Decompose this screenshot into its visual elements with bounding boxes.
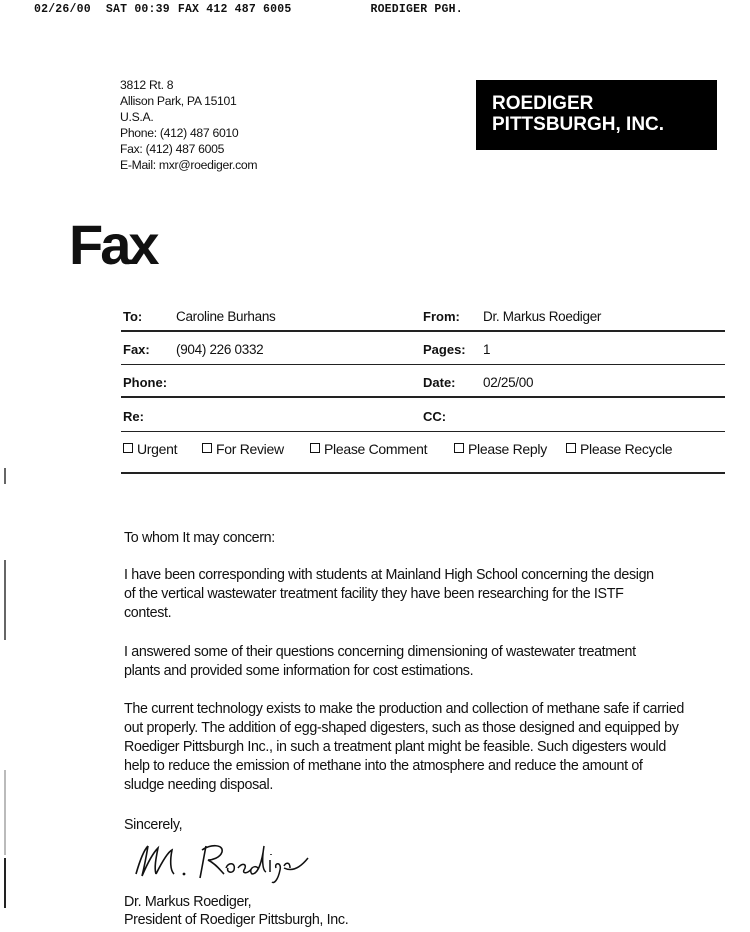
sender-tag: ROEDIGER PGH.: [370, 3, 463, 16]
pages-value: 1: [483, 342, 491, 357]
address-phone: Phone: (412) 487 6010: [120, 126, 239, 140]
address-email: E-Mail: mxr@roediger.com: [120, 158, 258, 172]
checkbox-please-reply[interactable]: Please Reply: [454, 441, 547, 457]
checkbox-urgent[interactable]: Urgent: [123, 441, 177, 457]
scan-edge-mark: [4, 468, 6, 484]
fax-time: SAT 00:39: [105, 3, 170, 16]
divider: [121, 364, 725, 365]
to-label: To:: [123, 309, 143, 324]
company-address: [120, 77, 257, 173]
form-row-to-from: [121, 300, 725, 332]
to-value: Caroline Burhans: [176, 309, 276, 324]
divider: [121, 472, 725, 474]
form-row-re-cc: [121, 400, 725, 432]
re-label: Re:: [123, 409, 144, 424]
divider: [121, 431, 725, 433]
company-logo: [476, 80, 717, 150]
signature-icon: [128, 838, 348, 886]
from-label: From:: [423, 309, 460, 324]
fax-value: (904) 226 0332: [176, 342, 264, 357]
pages-label: Pages:: [423, 342, 466, 357]
divider: [121, 396, 725, 398]
address-street: 3812 Rt. 8: [120, 78, 174, 92]
closing: Sincerely,: [124, 817, 183, 833]
scan-edge-mark: [4, 560, 6, 640]
form-row-fax-pages: [121, 333, 725, 365]
checkbox-icon: [310, 443, 320, 453]
date-value: 02/25/00: [483, 375, 534, 390]
fax-date: 02/26/00: [34, 3, 91, 16]
checkbox-icon: [202, 443, 212, 453]
page-title: Fax: [69, 213, 157, 276]
address-fax: Fax: (412) 487 6005: [120, 142, 225, 156]
from-value: Dr. Markus Roediger: [483, 309, 602, 324]
divider: [121, 330, 725, 332]
paragraph-3: The current technology exists to make the production and collection of methane safe if carried out properly. The addition of egg-shaped digesters, such as those designed and equipped by Roediger Pittsburgh Inc., in such a treatment plant might be feasible. Such digesters would help to reduce the emission of methane into the atmosphere and reduce the amount of sludge needing disposal.: [124, 701, 684, 793]
checkbox-icon: [123, 443, 133, 453]
checkbox-please-comment[interactable]: Please Comment: [310, 441, 427, 457]
checkbox-please-recycle[interactable]: Please Recycle: [566, 441, 672, 457]
logo-line-2: PITTSBURGH, INC.: [492, 114, 665, 135]
paragraph-1: I have been corresponding with students at Mainland High School concerning the design of the vertical wastewater treatment facility they have been researching for the ISTF contest.: [124, 567, 654, 621]
signer-name: Dr. Markus Roediger,: [124, 894, 252, 910]
salutation: To whom It may concern:: [124, 530, 275, 546]
fax-label: Fax:: [123, 342, 150, 357]
fax-transmission-header: [34, 3, 471, 16]
signer-title: President of Roediger Pittsburgh, Inc.: [124, 912, 349, 928]
phone-label: Phone:: [123, 375, 168, 390]
checkbox-icon: [454, 443, 464, 453]
date-label: Date:: [423, 375, 456, 390]
fax-number: FAX 412 487 6005: [177, 3, 292, 16]
logo-line-1: ROEDIGER: [492, 93, 594, 114]
signature: [128, 838, 348, 891]
checkbox-for-review[interactable]: For Review: [202, 441, 284, 457]
scan-edge-mark: [4, 858, 6, 908]
paragraph-2: I answered some of their questions concerning dimensioning of wastewater treatment plants and provided some information for cost estimations.: [124, 644, 636, 679]
checkbox-icon: [566, 443, 576, 453]
scan-edge-mark: [4, 770, 6, 855]
address-country: U.S.A.: [120, 110, 154, 124]
address-city: Allison Park, PA 15101: [120, 94, 237, 108]
cc-label: CC:: [423, 409, 447, 424]
form-row-phone-date: [121, 366, 725, 398]
